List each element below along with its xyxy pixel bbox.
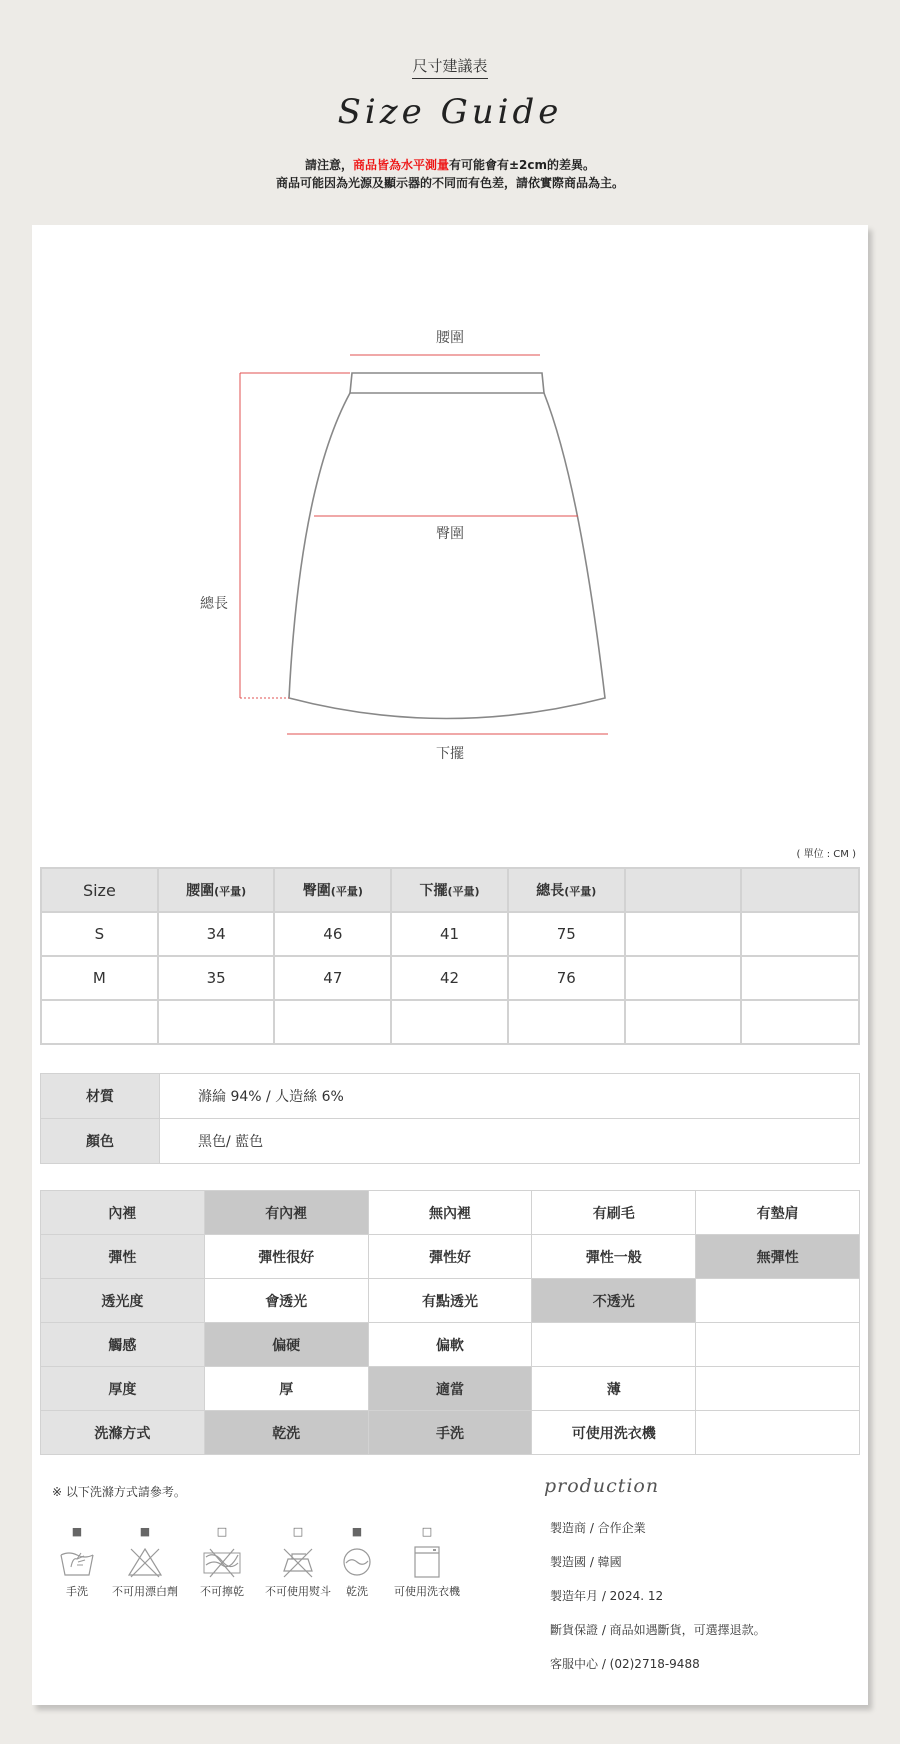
no-wring-icon xyxy=(182,1545,262,1579)
header-cell-empty xyxy=(741,868,859,912)
table-cell: 75 xyxy=(508,912,625,956)
unchecked-box-icon: □ xyxy=(216,1525,228,1538)
checked-box-icon: ■ xyxy=(351,1525,363,1538)
material-table xyxy=(40,1073,860,1164)
property-row xyxy=(41,1367,860,1411)
color-row xyxy=(41,1119,860,1164)
property-row xyxy=(41,1191,860,1235)
table-cell xyxy=(625,1000,742,1044)
table-cell xyxy=(741,912,859,956)
table-cell: 47 xyxy=(274,956,391,1000)
table-cell xyxy=(508,1000,625,1044)
material-value: 滌綸 94% / 人造絲 6% xyxy=(160,1074,860,1119)
table-row xyxy=(41,956,859,1000)
no-bleach-icon xyxy=(105,1545,185,1579)
property-option: 會透光 xyxy=(204,1279,368,1323)
property-option xyxy=(696,1411,860,1455)
table-cell xyxy=(391,1000,508,1044)
wash-item xyxy=(387,1525,467,1599)
production-line: 製造國 / 韓國 xyxy=(550,1555,622,1569)
header-cell-empty xyxy=(625,868,742,912)
wash-label: 不可用漂白劑 xyxy=(112,1585,178,1598)
table-cell xyxy=(41,1000,158,1044)
header-cell-hip: 臀圍(平量) xyxy=(274,868,391,912)
property-row xyxy=(41,1235,860,1279)
table-cell xyxy=(741,1000,859,1044)
property-row xyxy=(41,1279,860,1323)
property-key: 洗滌方式 xyxy=(41,1411,205,1455)
property-key: 厚度 xyxy=(41,1367,205,1411)
property-option xyxy=(532,1323,696,1367)
table-cell: 42 xyxy=(391,956,508,1000)
page-subtitle: 尺寸建議表 xyxy=(0,55,900,76)
dry-icon xyxy=(317,1545,397,1579)
property-option: 彈性好 xyxy=(368,1235,532,1279)
production-line: 製造商 / 合作企業 xyxy=(550,1521,646,1535)
property-option xyxy=(696,1367,860,1411)
waist-label: 腰圍 xyxy=(436,330,464,346)
washing-machine-icon xyxy=(387,1545,467,1579)
unchecked-box-icon: □ xyxy=(292,1525,304,1538)
color-value: 黑色/ 藍色 xyxy=(160,1119,860,1164)
size-table xyxy=(40,867,860,1045)
material-row xyxy=(41,1074,860,1119)
hip-label: 臀圍 xyxy=(436,526,464,542)
waistband xyxy=(350,373,544,393)
wash-label: 不可擰乾 xyxy=(200,1585,244,1598)
property-option-selected: 有內裡 xyxy=(204,1191,368,1235)
property-row xyxy=(41,1323,860,1367)
notice-line-1: 請注意，商品皆為水平測量有可能會有±2cm的差異。 xyxy=(304,158,596,172)
header-cell-hem: 下擺(平量) xyxy=(391,868,508,912)
property-option: 有刷毛 xyxy=(532,1191,696,1235)
page-title: Size Guide xyxy=(337,92,563,132)
property-option: 可使用洗衣機 xyxy=(532,1411,696,1455)
table-row xyxy=(41,1000,859,1044)
property-option-selected: 手洗 xyxy=(368,1411,532,1455)
property-option-selected: 不透光 xyxy=(532,1279,696,1323)
skirt-body xyxy=(289,393,605,719)
size-guide-card xyxy=(32,225,868,1705)
header-cell-length: 總長(平量) xyxy=(508,868,625,912)
properties-table xyxy=(40,1190,860,1455)
checked-box-icon: ■ xyxy=(139,1525,151,1538)
production-line: 製造年月 / 2024. 12 xyxy=(550,1589,664,1603)
wash-label: 手洗 xyxy=(66,1585,88,1598)
skirt-diagram xyxy=(32,225,868,795)
wash-label: 可使用洗衣機 xyxy=(394,1585,460,1598)
table-cell: 41 xyxy=(391,912,508,956)
property-option-selected: 偏硬 xyxy=(204,1323,368,1367)
hem-label: 下擺 xyxy=(436,746,464,762)
property-option-selected: 乾洗 xyxy=(204,1411,368,1455)
table-row xyxy=(41,912,859,956)
table-cell xyxy=(274,1000,391,1044)
wash-label: 不可使用熨斗 xyxy=(265,1585,331,1598)
table-cell xyxy=(158,1000,275,1044)
property-option: 有點透光 xyxy=(368,1279,532,1323)
table-cell: S xyxy=(41,912,158,956)
wash-item xyxy=(182,1525,262,1599)
wash-item xyxy=(105,1525,185,1599)
property-option: 彈性很好 xyxy=(204,1235,368,1279)
property-key: 透光度 xyxy=(41,1279,205,1323)
property-option xyxy=(696,1323,860,1367)
production-title: production xyxy=(544,1475,660,1497)
wash-note: ※ 以下洗滌方式請參考。 xyxy=(52,1485,186,1499)
property-option: 無內裡 xyxy=(368,1191,532,1235)
table-cell xyxy=(625,912,742,956)
skirt-illustration xyxy=(32,225,868,795)
property-option: 有墊肩 xyxy=(696,1191,860,1235)
property-option: 薄 xyxy=(532,1367,696,1411)
wash-item xyxy=(317,1525,397,1599)
property-key: 觸感 xyxy=(41,1323,205,1367)
notice-line-2: 商品可能因為光源及顯示器的不同而有色差，請依實際商品為主。 xyxy=(275,176,624,190)
property-option: 厚 xyxy=(204,1367,368,1411)
size-table-header xyxy=(41,868,859,912)
length-label: 總長 xyxy=(200,596,228,612)
production-line: 斷貨保證 / 商品如遇斷貨，可選擇退款。 xyxy=(550,1623,766,1637)
header-cell-waist: 腰圍(平量) xyxy=(158,868,275,912)
wash-label: 乾洗 xyxy=(346,1585,368,1598)
material-key: 材質 xyxy=(41,1074,160,1119)
table-cell: 46 xyxy=(274,912,391,956)
property-option-selected: 適當 xyxy=(368,1367,532,1411)
property-key: 內裡 xyxy=(41,1191,205,1235)
table-cell: M xyxy=(41,956,158,1000)
table-cell xyxy=(741,956,859,1000)
property-row xyxy=(41,1411,860,1455)
property-option: 偏軟 xyxy=(368,1323,532,1367)
property-option: 彈性一般 xyxy=(532,1235,696,1279)
table-cell xyxy=(625,956,742,1000)
property-option-selected: 無彈性 xyxy=(696,1235,860,1279)
unit-label: ( 單位 : CM ) xyxy=(796,849,856,860)
checked-box-icon: ■ xyxy=(71,1525,83,1538)
table-cell: 35 xyxy=(158,956,275,1000)
table-cell: 76 xyxy=(508,956,625,1000)
production-line: 客服中心 / (02)2718-9488 xyxy=(550,1657,700,1671)
color-key: 顏色 xyxy=(41,1119,160,1164)
unchecked-box-icon: □ xyxy=(421,1525,433,1538)
property-option xyxy=(696,1279,860,1323)
property-key: 彈性 xyxy=(41,1235,205,1279)
table-cell: 34 xyxy=(158,912,275,956)
header-cell-size: Size xyxy=(41,868,158,912)
